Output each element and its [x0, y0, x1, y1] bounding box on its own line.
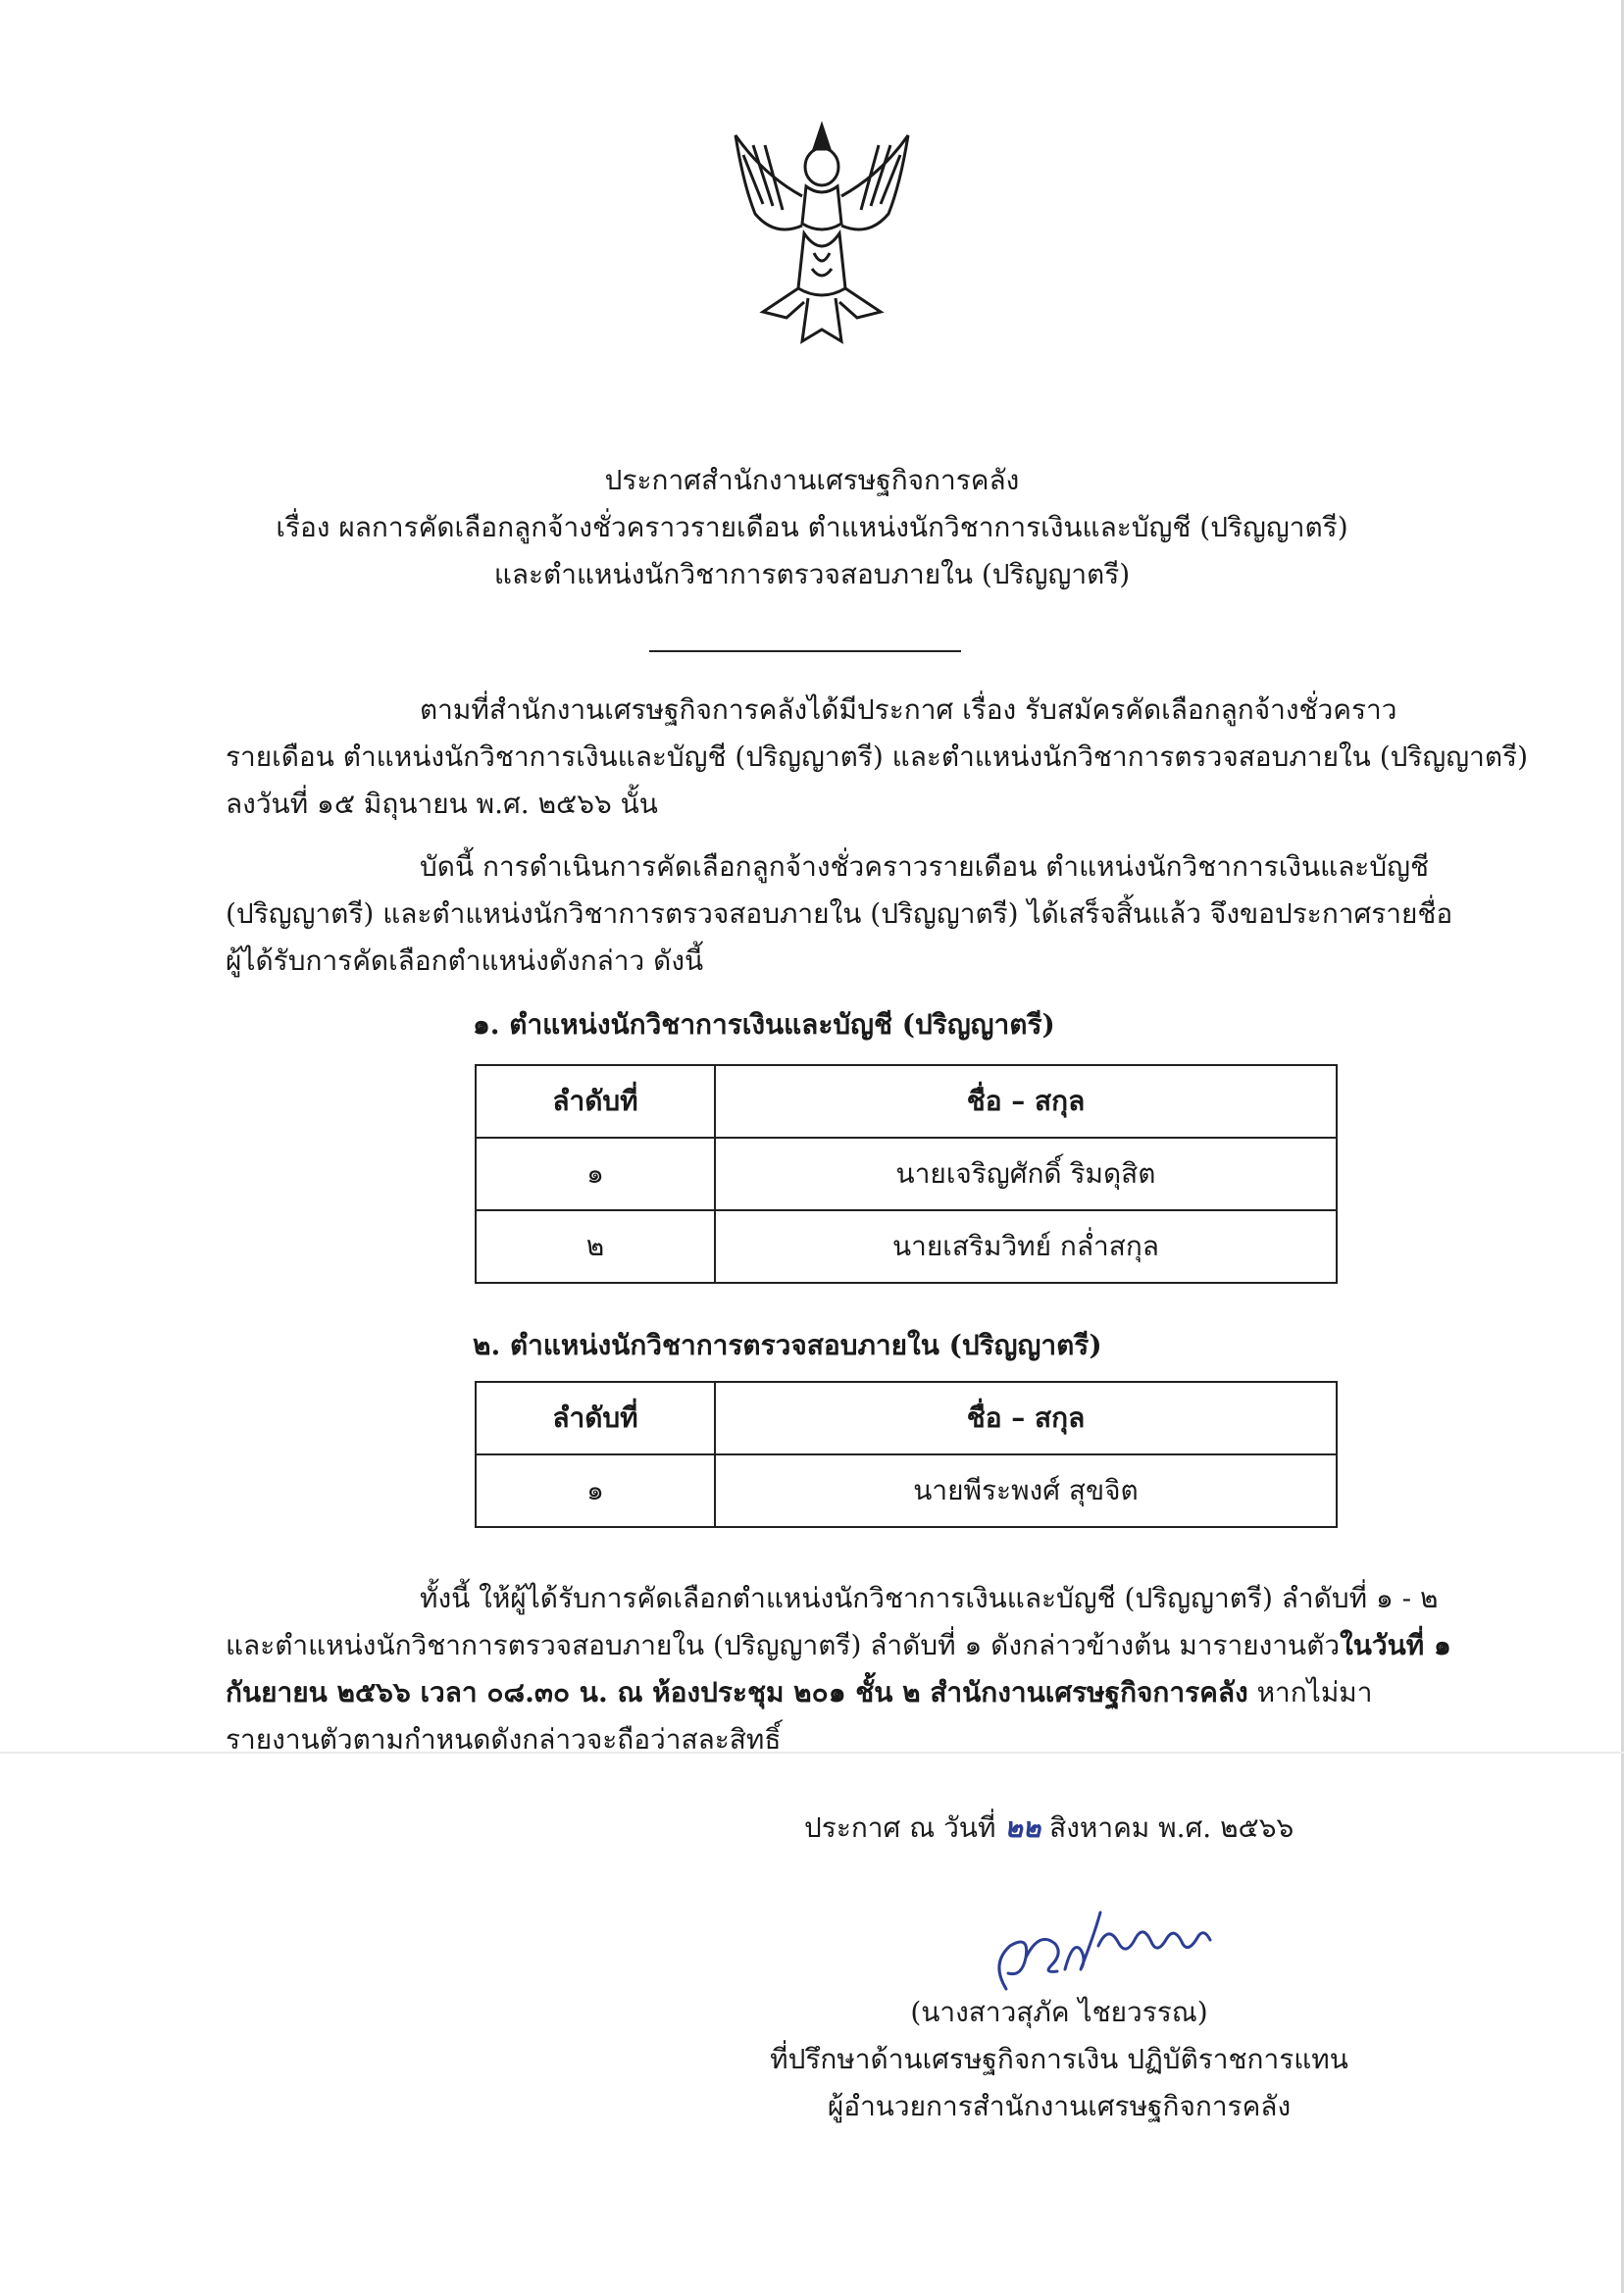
paragraph-text: หากไม่มา	[1247, 1676, 1373, 1708]
paragraph-line: รายงานตัวตามกำหนดดังกล่าวจะถือว่าสละสิทธิ์	[226, 1723, 782, 1756]
paragraph-line: บัดนี้ การดำเนินการคัดเลือกลูกจ้างชั่วคราวรายเดือน ตำแหน่งนักวิชาการเงินและบัญชี	[420, 850, 1429, 883]
finance-selection-table	[475, 1064, 1338, 1284]
paragraph-line: ผู้ได้รับการคัดเลือกตำแหน่งดังกล่าว ดังนี้	[226, 944, 704, 977]
announcement-subject: เรื่อง ผลการคัดเลือกลูกจ้างชั่วคราวรายเดือน ตำแหน่งนักวิชาการเงินและบัญชี (ปริญญาตรี)	[276, 511, 1348, 543]
table-header-row	[476, 1065, 1337, 1138]
paragraph-line: (ปริญญาตรี) และตำแหน่งนักวิชาการตรวจสอบภายใน (ปริญญาตรี) ได้เสร็จสิ้นแล้ว จึงขอประกาศรายชื่อ	[226, 897, 1453, 930]
table-row	[476, 1138, 1337, 1210]
table-row	[476, 1454, 1337, 1527]
paragraph-result	[226, 843, 1453, 985]
paragraph-line: รายเดือน ตำแหน่งนักวิชาการเงินและบัญชี (ปริญญาตรี) และตำแหน่งนักวิชาการตรวจสอบภายใน (ปริญญาตรี)	[226, 740, 1529, 773]
handwritten-day: ๒๒	[1004, 1811, 1041, 1844]
report-time-venue-text: กันยายน ๒๕๖๖ เวลา ๐๘.๓๐ น. ณ ห้องประชุม ๒๐๑ ชั้น ๒ สำนักงานเศรษฐกิจการคลัง	[226, 1676, 1248, 1708]
signatory-organization: ผู้อำนวยการสำนักงานเศรษฐกิจการคลัง	[827, 2090, 1292, 2122]
name-cell: นายเสริมวิทย์ กล่ำสกุล	[715, 1210, 1337, 1283]
audit-selection-table	[475, 1381, 1338, 1528]
handwritten-signature	[979, 1895, 1224, 2003]
column-header-name: ชื่อ – สกุล	[715, 1065, 1337, 1138]
paragraph-line: ทั้งนี้ ให้ผู้ได้รับการคัดเลือกตำแหน่งนักวิชาการเงินและบัญชี (ปริญญาตรี) ลำดับที่ ๑ - ๒	[420, 1582, 1439, 1614]
signatory-title: ที่ปรึกษาด้านเศรษฐกิจการเงิน ปฏิบัติราชการแทน	[770, 2043, 1348, 2075]
paragraph-reference	[226, 687, 1529, 828]
name-cell: นายพีระพงศ์ สุขจิต	[715, 1454, 1337, 1527]
order-cell: ๒	[476, 1210, 715, 1283]
date-prefix: ประกาศ ณ วันที่	[804, 1811, 1005, 1844]
paragraph-line: ตามที่สำนักงานเศรษฐกิจการคลังได้มีประกาศ เรื่อง รับสมัครคัดเลือกลูกจ้างชั่วคราว	[420, 693, 1397, 726]
heading-divider	[649, 650, 961, 652]
section-title-finance: ๑. ตำแหน่งนักวิชาการเงินและบัญชี (ปริญญาตรี)	[473, 1008, 1055, 1041]
paragraph-line: ลงวันที่ ๑๕ มิถุนายน พ.ศ. ๒๕๖๖ นั้น	[226, 788, 658, 820]
column-header-order: ลำดับที่	[476, 1382, 715, 1454]
paragraph-line	[226, 1622, 1451, 1669]
announcement-date	[804, 1805, 1294, 1852]
name-cell: นายเจริญศักดิ์ ริมดุสิต	[715, 1138, 1337, 1210]
report-date-text: ในวันที่ ๑	[1340, 1629, 1451, 1661]
table-header-row	[476, 1382, 1337, 1454]
column-header-name: ชื่อ – สกุล	[715, 1382, 1337, 1454]
paragraph-text: และตำแหน่งนักวิชาการตรวจสอบภายใน (ปริญญาตรี) ลำดับที่ ๑ ดังกล่าวข้างต้น มารายงานตัว	[226, 1629, 1341, 1661]
signatory-name: (นางสาวสุภัค ไชยวรรณ)	[910, 1996, 1208, 2028]
paragraph-line	[226, 1669, 1373, 1716]
table-row	[476, 1210, 1337, 1283]
section-title-audit: ๒. ตำแหน่งนักวิชาการตรวจสอบภายใน (ปริญญาตรี)	[473, 1329, 1102, 1361]
date-suffix: สิงหาคม พ.ศ. ๒๕๖๖	[1040, 1811, 1294, 1844]
column-header-order: ลำดับที่	[476, 1065, 715, 1138]
order-cell: ๑	[476, 1138, 715, 1210]
paragraph-report-instructions	[226, 1575, 1451, 1763]
garuda-emblem-icon	[724, 116, 920, 351]
announcement-title: ประกาศสำนักงานเศรษฐกิจการคลัง	[604, 464, 1020, 496]
announcement-subject-continued: และตำแหน่งนักวิชาการตรวจสอบภายใน (ปริญญาตรี)	[493, 558, 1131, 590]
order-cell: ๑	[476, 1454, 715, 1527]
